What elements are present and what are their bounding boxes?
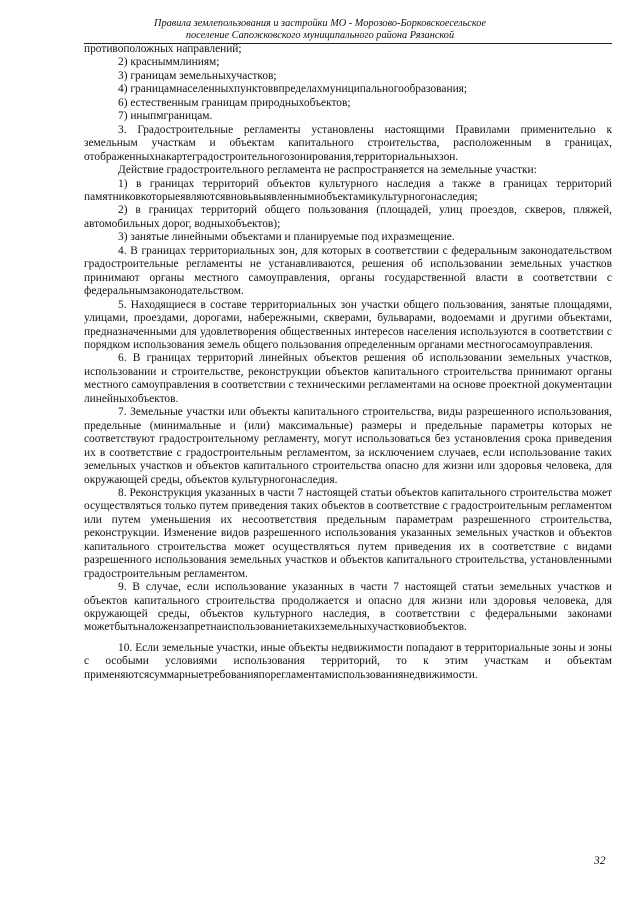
list-item-4: 4) границамнаселенныхпунктоввпределахмуниципальногообразования;: [118, 83, 468, 96]
paragraph-exclusions-intro: Действие градостроительного регламента не распространяется на земельные участки:: [118, 164, 537, 177]
header-line-2: поселение Сапожковского муниципального района Рязанской: [185, 30, 455, 41]
page-number: 32: [594, 855, 606, 867]
paragraph-5: 5. Находящиеся в составе территориальных зон участки общего пользования, занятые площадями, улицами, проездами, дорогами, набережными, скверами, бульварами, водоемами и другими объектами, предназначенными для удовлетворения общественных интересов населения используются в соответствии с порядком использования земель общего пользования определенным органами местногосамоуправления.: [84, 298, 612, 351]
paragraph-6: 6. В границах территорий линейных объектов решения об использовании земельных участков, использовании и строительстве, реконструкции объектов капитального строительства принимают органы местного самоуправления в соответствии с техническими регламентами на основе проектной документации линейныхобъектов.: [84, 352, 612, 405]
exclusion-item-1: 1) в границах территорий объектов культурного наследия а также в границах территорий памятниковкоторыеявляютсявновьвыявленнымиобъектамикультурногонаследия;: [84, 177, 612, 203]
list-item-7: 7) иныпмграницам.: [118, 110, 213, 123]
paragraph-10: 10. Если земельные участки, иные объекты недвижимости попадают в территориальные зоны и зоны с особыми условиями использования территорий, то к этим участкам и объектам применяютсясуммарныетребованияпорегламентамиспользованиянедвижимости.: [84, 641, 612, 681]
list-item-3: 3) границам земельныхучастков;: [118, 69, 277, 82]
paragraph-7: 7. Земельные участки или объекты капитального строительства, виды разрешенного использования, предельные (минимальные и (или) максимальные) размеры и предельные параметры которых не соответствуют градостроительному регламенту, могут использоваться без установления срока приведения их в соответствие с градостроительным регламентом, за исключением случаев, если использование таких земельных участков и объектов капитального строительства опасно для жизни или здоровья человека, для окружающей среды, объектов культурногонаследия.: [84, 406, 612, 486]
document-body: [84, 43, 612, 682]
exclusion-item-2: 2) в границах территорий общего пользования (площадей, улиц проездов, скверов, пляжей, автомобильных дорог, водныхобъектов);: [84, 204, 612, 230]
header-line-1: Правила землепользования и застройки МО - Морозово-Борковскоесельское: [154, 18, 486, 29]
list-item-2: 2) красныммлиниям;: [118, 56, 220, 69]
paragraph-9: 9. В случае, если использование указанных в части 7 настоящей статьи земельных участков и объектов капитального строительства продолжается и опасно для жизни или здоровья человека, для окружающей среды, объектов культурного наследия, в соответствии с федеральными законами можетбытьналожензапретнаиспользованиетакихземельныхучастковиобъектов.: [84, 581, 612, 634]
exclusion-item-3: 3) занятые линейными объектами и планируемые под ихразмещение.: [118, 231, 455, 244]
list-item-6: 6) естественным границам природныхобъектов;: [118, 96, 351, 109]
paragraph-4: 4. В границах территориальных зон, для которых в соответствии с федеральным законодательством градостроительные регламенты не устанавливаются, решения об использовании земельных участков принимают органы местного самоуправления, органы государственной власти в соответствии с федеральнымзаконодательством.: [84, 244, 612, 298]
paragraph-continuation: противоположных направлений;: [84, 43, 242, 55]
paragraph-3: 3. Градостроительные регламенты установлены настоящими Правилами применительно к земельным участкам и объектам капитального строительства, расположенным в границах, отображенныхнакартеградостроительногозонирования,территориальныхзон.: [84, 123, 612, 163]
paragraph-8: 8. Реконструкция указанных в части 7 настоящей статьи объектов капитального строительства может осуществляться только путем приведения таких объектов в соответствие с градостроительным регламентом или путем уменьшения их несоответствия предельным параметрам разрешенного строительства, реконструкции. Изменение видов разрешенного использования указанных земельных участков и объектов капитального строительства может осуществляться путем приведения их в соответствие с видами разрешенного использования земельных участков и объектов капитального строительства, установленными градостроительным регламентом.: [84, 486, 612, 580]
page-header: [60, 18, 580, 42]
